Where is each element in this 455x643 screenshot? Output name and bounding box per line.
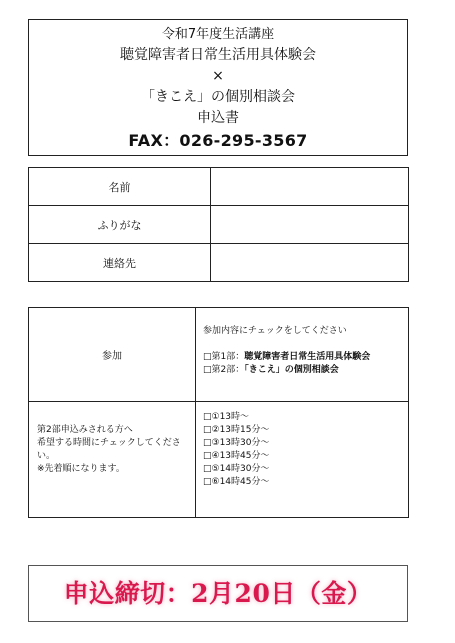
name-label: 名前 — [29, 168, 211, 206]
part2-checkbox-option[interactable] — [203, 364, 404, 377]
furigana-row — [29, 206, 409, 244]
time-slot-checkbox-3[interactable]: □③13時30分～ — [203, 438, 270, 448]
applicant-info-table — [28, 167, 409, 282]
time-slot-checkbox-6[interactable]: □⑥14時45分～ — [203, 477, 270, 487]
contact-field[interactable] — [211, 244, 409, 282]
participation-table — [28, 307, 409, 518]
header-consultation-title: 「きこえ」の個別相談会 — [141, 89, 295, 105]
participation-instruction: 参加内容にチェックをしてください — [203, 326, 347, 336]
participation-options-cell — [196, 308, 409, 402]
contact-row — [29, 244, 409, 282]
deadline-text: 申込締切：2月20日（金） — [63, 579, 373, 608]
part2-prefix: □第2部： — [203, 365, 245, 375]
participation-label: 参加 — [29, 308, 196, 402]
time-instruction-line-3: い。 — [37, 451, 56, 461]
header-cross-symbol: × — [212, 68, 224, 84]
time-slot-checkbox-5[interactable]: □⑤14時30分～ — [203, 464, 270, 474]
name-field[interactable] — [211, 168, 409, 206]
part1-checkbox-option[interactable] — [203, 351, 404, 364]
participation-row — [29, 308, 409, 402]
time-slots-cell — [196, 402, 409, 518]
time-instruction-line-2: 希望する時間にチェックしてくださ — [37, 438, 181, 448]
part2-title: 「きこえ」の個別相談会 — [244, 365, 339, 375]
time-instructions-cell — [29, 402, 196, 518]
part1-prefix: □第1部： — [203, 352, 245, 362]
time-slot-checkbox-1[interactable]: □①13時～ — [203, 412, 250, 422]
header-fax-number: FAX：026-295-3567 — [128, 131, 308, 150]
part1-title: 聴覚障害者日常生活用具体験会 — [244, 352, 371, 362]
time-slot-checkbox-2[interactable]: □②13時15分～ — [203, 425, 270, 435]
time-instruction-line-1: 第2部申込みされる方へ — [37, 425, 133, 435]
first-come-note: ※先着順になります。 — [37, 464, 125, 474]
time-slot-checkbox-4[interactable]: □④13時45分～ — [203, 451, 270, 461]
form-header — [28, 19, 408, 156]
furigana-label: ふりがな — [29, 206, 211, 244]
furigana-field[interactable] — [211, 206, 409, 244]
contact-label: 連絡先 — [29, 244, 211, 282]
name-row — [29, 168, 409, 206]
application-deadline-banner — [28, 565, 408, 622]
header-form-name: 申込書 — [197, 110, 239, 126]
time-selection-row — [29, 402, 409, 518]
header-series-title: 令和7年度生活講座 — [161, 27, 275, 42]
header-event-title: 聴覚障害者日常生活用具体験会 — [120, 47, 316, 63]
